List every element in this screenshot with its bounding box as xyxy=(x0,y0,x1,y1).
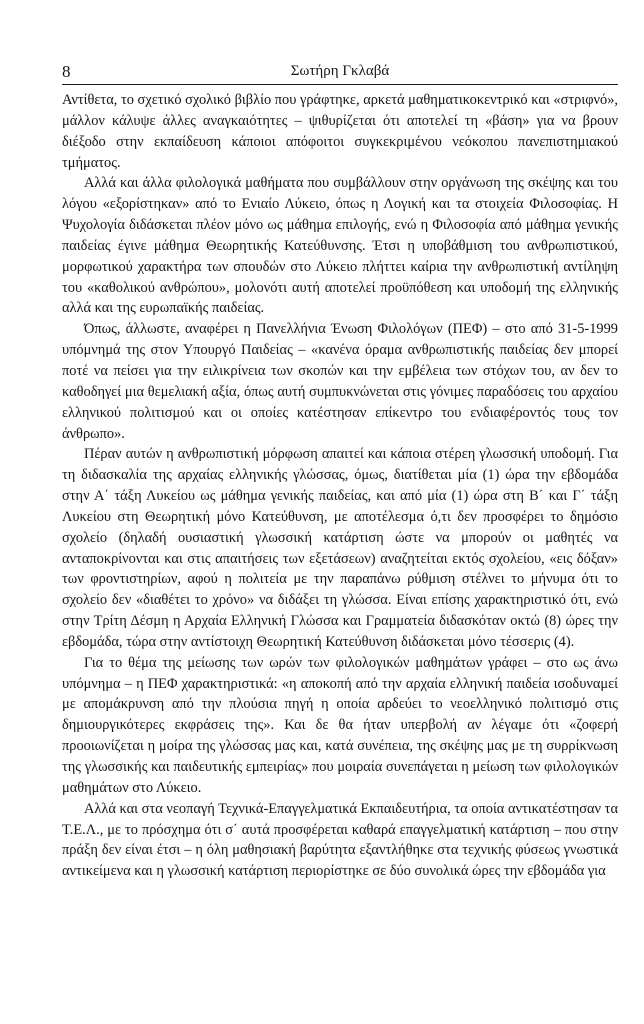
page-number: 8 xyxy=(62,62,71,81)
paragraph-2: Αλλά και άλλα φιλολογικά μαθήματα που συμβάλλουν στην οργάνωση της σκέψης και του λόγου «εξορίστηκαν» από το Ενιαίο Λύκειο, όπως η Λογική και τα στοιχεία Φιλοσοφίας. Η Ψυχολογία διδάσκεται πλέον μόνο ως μάθημα επιλογής, ενώ η Φιλοσοφία από μάθημα γενικής παιδείας έγινε μάθημα Θεωρητικής Κατεύθυνσης. Έτσι η υποβάθμιση του ανθρωπιστικού, μορφωτικού χαρακτήρα των σπουδών στο Λύκειο πλήττει καίρια την ανθρωπιστική αντίληψη του «καθολικού ανθρώπου», μολονότι αυτή αποτελεί προϋπόθεση και υποδομή της ελληνικής αλλά και της ευρωπαϊκής παιδείας. xyxy=(62,175,618,317)
paragraph-5: Για το θέμα της μείωσης των ωρών των φιλολογικών μαθημάτων γράφει – στο ως άνω υπόμνημα – η ΠΕΦ χαρακτηριστικά: «η αποκοπή από την αρχαία ελληνική παιδεία ισοδυναμεί με απομάκρυνση από την πλούσια πηγή η οποία αρδεύει το νεοελληνικό πολιτισμό στις δημιουργικότερες εκφράσεις της». Και δε θα ήταν υπερβολή αν λέγαμε ότι «ζοφερή προοιωνίζεται η μοίρα της γλώσσας μας και, κατά συνέπεια, της σκέψης μας με τη συρρίκνωση της γλωσσικής και παιδευτικής εμπειρίας» που μοιραία συνεπάγεται η μείωση των φιλολογικών μαθημάτων στο Λύκειο. xyxy=(62,654,618,796)
paragraph-6: Αλλά και στα νεοπαγή Τεχνικά-Επαγγελματικά Εκπαιδευτήρια, τα οποία αντικατέστησαν τα Τ.Ε.Λ., με το πρόσχημα ότι σ΄ αυτά προσφέρεται καθαρά επαγγελματική κατάρτιση – που στην πράξη δεν είναι έτσι – η όλη μαθησιακή βαρύτητα εξαντλήθηκε στα τεχνικής φύσεως γνωστικά αντικείμενα και η γλωσσική κατάρτιση περιορίστηκε σε δύο συνολικά ώρες την εβδομάδα για xyxy=(62,800,618,880)
paragraph-3: Όπως, άλλωστε, αναφέρει η Πανελλήνια Ένωση Φιλολόγων (ΠΕΦ) – στο από 31-5-1999 υπόμνημά της στον Υπουργό Παιδείας – «κανένα όραμα ανθρωπιστικής παιδείας δεν μπορεί ποτέ να πείσει για την ειλικρίνεια των σκοπών και την εμβέλεια των στόχων του, αν δεν το καθοδηγεί μια θεμελιακή αξία, όπως αυτή συμπυκνώνεται στις γόνιμες παραδόσεις του αρχαίου ελληνικού πολιτισμού και οι οποίες κατέστησαν επίκεντρο του ενδιαφέροντός τους τον άνθρωπο». xyxy=(62,321,618,442)
page-header xyxy=(62,60,618,85)
body-text xyxy=(62,90,618,882)
paragraph-4: Πέραν αυτών η ανθρωπιστική μόρφωση απαιτεί και κάποια στέρεη γλωσσική υποδομή. Για τη διδασκαλία της αρχαίας ελληνικής γλώσσας, όμως, διατίθεται μία (1) ώρα την εβδομάδα στην Α΄ τάξη Λυκείου ως μάθημα γενικής παιδείας, και από μία (1) ώρα στη Β΄ και Γ΄ τάξη Λυκείου στη Θεωρητική μόνο Κατεύθυνση, με αποτέλεσμα ό,τι δεν προσφέρει το δημόσιο σχολείο (δηλαδή ουσιαστική γλωσσική κατάρτιση ώστε να μπορούν οι μαθητές να ανταποκρίνονται και στις απαιτήσεις των εξετάσεων) αναζητείται εκτός σχολείου, «εις δόξαν» των φροντιστηρίων, αφού η πολιτεία με την παραπάνω ρύθμιση στέλνει το μήνυμα ότι το σχολείο δεν «διαθέτει το χρόνο» να διδάξει τη γλώσσα. Είναι επίσης χαρακτηριστικό ότι, ενώ στην Τρίτη Δέσμη η Αρχαία Ελληνική Γλώσσα και Γραμματεία διδασκόταν οκτώ (8) ώρες την εβδομάδα, τώρα στην αντίστοιχη Θεωρητική Κατεύθυνση διδάσκεται μόνο τέσσερις (4). xyxy=(62,446,618,650)
paragraph-1: Αντίθετα, το σχετικό σχολικό βιβλίο που γράφτηκε, αρκετά μαθηματικοκεντρικό και «στριφνό», μάλλον κάλυψε άλλες αναγκαιότητες – ψιθυρίζεται ότι αποτελεί τη «βάση» για να βρουν διέξοδο στην εκπαίδευση κάποιοι απόφοιτοι συγκεκριμένου νεόκοπου πανεπιστημιακού τμήματος. xyxy=(62,92,618,171)
running-title: Σωτήρη Γκλαβά xyxy=(290,63,390,79)
